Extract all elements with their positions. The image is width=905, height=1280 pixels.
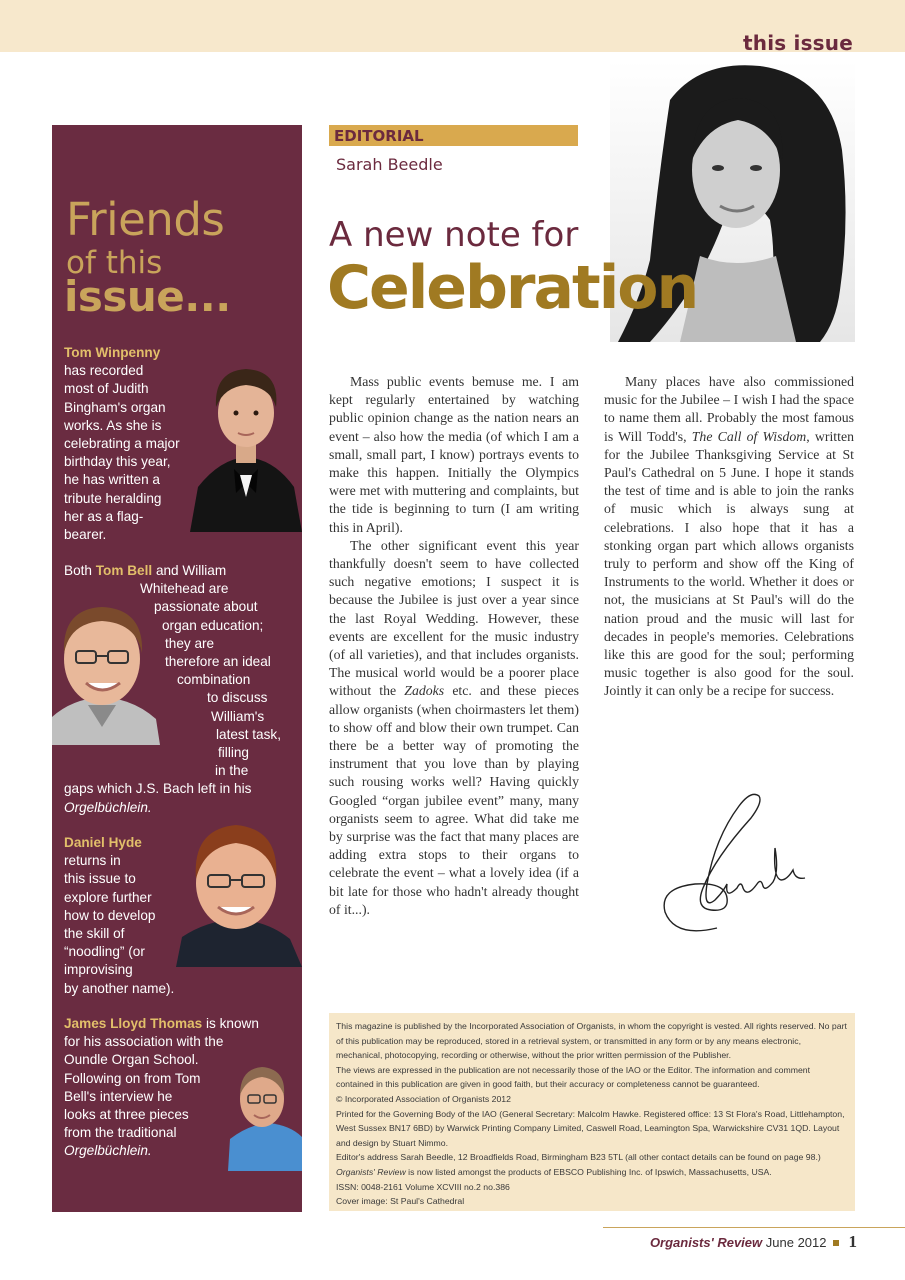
info-paragraph: Printed for the Governing Body of the IAO (General Secretary: Malcolm Hawke. Registered office: 13 St Flora's Road, Littlehampton, West Sussex BN17 6BD) by Warwick Printing Company Limited, Caswell Road, Leamington Spa, Warwickshire CV31 1QD. Layout and design by Stuart Nimmo. (336, 1108, 845, 1148)
text-line: celebrating a major (64, 436, 180, 452)
italic-title: Organists' Review (336, 1166, 406, 1177)
name-tom-bell: Tom Bell (95, 563, 153, 578)
text-line: explore further (64, 889, 152, 905)
text-line: by another name). (64, 980, 175, 996)
photo-tom-winpenny (190, 347, 302, 532)
page-number: 1 (848, 1232, 857, 1251)
info-paragraph: © Incorporated Association of Organists 2012 (336, 1093, 511, 1104)
footer-magazine-name: Organists' Review (649, 1235, 763, 1250)
text-line: the skill of (64, 926, 125, 942)
editorial-author: Sarah Beedle (336, 155, 443, 174)
article-column-2 (604, 373, 854, 701)
text-line: looks at three pieces (64, 1107, 189, 1123)
info-paragraph: Cover image: St Paul's Cathedral (336, 1196, 465, 1207)
paragraph (329, 537, 579, 919)
text-line: Oundle Organ School. (64, 1052, 199, 1068)
entry-daniel-hyde (64, 834, 194, 998)
square-bullet-icon (833, 1240, 839, 1246)
editorial-label: EDITORIAL (334, 127, 424, 145)
signature-image (655, 788, 815, 938)
publication-info-box (329, 1013, 855, 1211)
section-label: this issue (743, 31, 853, 55)
text-line: gaps which J.S. Bach left in his (64, 781, 252, 797)
text-line: organ education; (162, 617, 264, 633)
text-line: her as a flag- (64, 508, 144, 524)
friends-subtitle: of this (66, 245, 163, 281)
italic-title: Zadoks (404, 683, 445, 699)
headline-line1: A new note for (329, 215, 579, 255)
text-after: is known (206, 1016, 259, 1031)
name-daniel-hyde: Daniel Hyde (64, 835, 142, 850)
italic-title: The Call of Wisdom (691, 428, 807, 444)
text-line: combination (177, 672, 251, 688)
info-paragraph: This magazine is published by the Incorporated Association of Organists, in whom the copyright is vested. All rights reserved. No part of this publication may be reproduced, stored in a retrieval system, or transmitted in any form or by any means electronic, mechanical, photocopying, recording or otherwise, without the prior written permission of the Publisher. (336, 1021, 847, 1061)
page-footer (650, 1232, 857, 1252)
text-run: , written for the Jubilee Thanksgiving Service at St Paul's Cathedral on 5 June. I hope it stands the test of time and is able to join the ranks of music which is always sung at celebrations. I also hope that it has a stonking organ part which allows organists truly to perform and show off the King of Instruments to the world. Whether it does or not, the musicians at St Paul's will do the nation proud and the music will last for decades in people's memories. Celebrations like this are good for the soul; performing music together is also good for the soul. Jointly it can only be a recipe for success. (604, 428, 854, 699)
info-paragraph: Editor's address Sarah Beedle, 12 Broadfields Road, Birmingham B23 5TL (all other contact details can be found on page 98.) (336, 1152, 821, 1163)
footer-rule (603, 1227, 905, 1228)
text-line: has recorded (64, 363, 144, 379)
text-line: they are (165, 635, 215, 651)
name-james-lloyd-thomas: James Lloyd Thomas (64, 1016, 203, 1031)
text-after: and William (155, 563, 227, 578)
text-run: is now listed amongst the products of EBSCO Publishing Inc. of Ipswich, Massachusetts, USA. (408, 1166, 772, 1177)
text-line: most of Judith (64, 381, 149, 397)
text-line: latest task, (216, 726, 281, 742)
text-line: this issue to (64, 871, 136, 887)
text-line: tribute heralding (64, 490, 162, 506)
text-line: bearer. (64, 527, 107, 543)
text-line: to discuss (207, 690, 268, 706)
paragraph: Mass public events bemuse me. I am kept regularly entertained by watching public opinion change as the nation nears an event – also how the media (of which I am a small, small part, I know) portrays events to make this happen. Initially the Olympics were met with muttering and complaints, but the tide is beginning to turn (I am writing this in April). (329, 374, 579, 535)
info-paragraph: ISSN: 0048-2161 Volume XCVIII no.2 no.386 (336, 1181, 510, 1192)
text-line: Following on from Tom (64, 1070, 201, 1086)
footer-date: June 2012 (765, 1235, 827, 1250)
friends-title: Friends (66, 193, 225, 246)
name-tom-winpenny: Tom Winpenny (64, 345, 161, 360)
text-line: Bell's interview he (64, 1088, 173, 1104)
italic-title: Orgelbüchlein. (64, 1143, 152, 1159)
text-prefix: Both (64, 563, 92, 578)
friends-sidebar (52, 125, 302, 1212)
entry-james-lloyd-thomas (64, 1015, 296, 1161)
info-paragraph (336, 1165, 847, 1180)
text-line: therefore an ideal (165, 654, 271, 670)
text-line: how to develop (64, 907, 156, 923)
text-line: Whitehead are (140, 581, 229, 597)
text-line: Bingham's organ (64, 399, 166, 415)
text-run: The other significant event this year thankfully doesn't seem to have collected such negative emotions; I suspect it is because the Jubilee is just over a year since the last Royal Wedding. However, these events are excellent for the music industry (of all varieties), and that includes organists. The musical world would be a poorer place without the (329, 537, 579, 699)
text-line: returns in (64, 853, 121, 869)
text-line: “noodling” (or (64, 944, 145, 960)
text-line: birthday this year, (64, 454, 171, 470)
friends-title-bold: issue... (64, 272, 231, 321)
text-line: works. As she is (64, 417, 162, 433)
text-line: improvising (64, 962, 133, 978)
text-line: in the (215, 763, 249, 779)
text-line: filling (218, 745, 249, 761)
italic-title: Orgelbüchlein. (64, 799, 152, 815)
text-line: for his association with the (64, 1034, 224, 1050)
text-line: passionate about (154, 599, 258, 615)
text-line: William's (211, 708, 265, 724)
text-line: he has written a (64, 472, 160, 488)
text-run: Many places have also commissioned music for the Jubilee – I wish I had the space to name them all. Probably the most famous is Will Todd's, (604, 374, 854, 444)
article-column-1 (329, 373, 579, 919)
text-line: from the traditional (64, 1125, 177, 1141)
entry-tom-winpenny (64, 344, 194, 544)
text-run: etc. and these pieces allow organists (when choirmasters let them) to show off and blow their own trumpet. Can there be a better way of promoting the instrument that you love than by playing such rousing works well? Having quickly Googled “organ jubilee event” many, many organists seem to agree. What did take me by surprise was the fact that many places are adding extra stops to their organs to celebrate the event – what a lovely idea (if a bit late for those who hadn't already thought of it...). (329, 683, 579, 917)
paragraph (604, 373, 854, 701)
headline-line2: Celebration (327, 253, 698, 323)
info-paragraph: The views are expressed in the publication are not necessarily those of the IAO or the Editor. The information and comment contained in this publication are given in good faith, but their accuracy or completeness cannot be guaranteed. (336, 1064, 811, 1090)
entry-tom-bell (64, 562, 296, 817)
